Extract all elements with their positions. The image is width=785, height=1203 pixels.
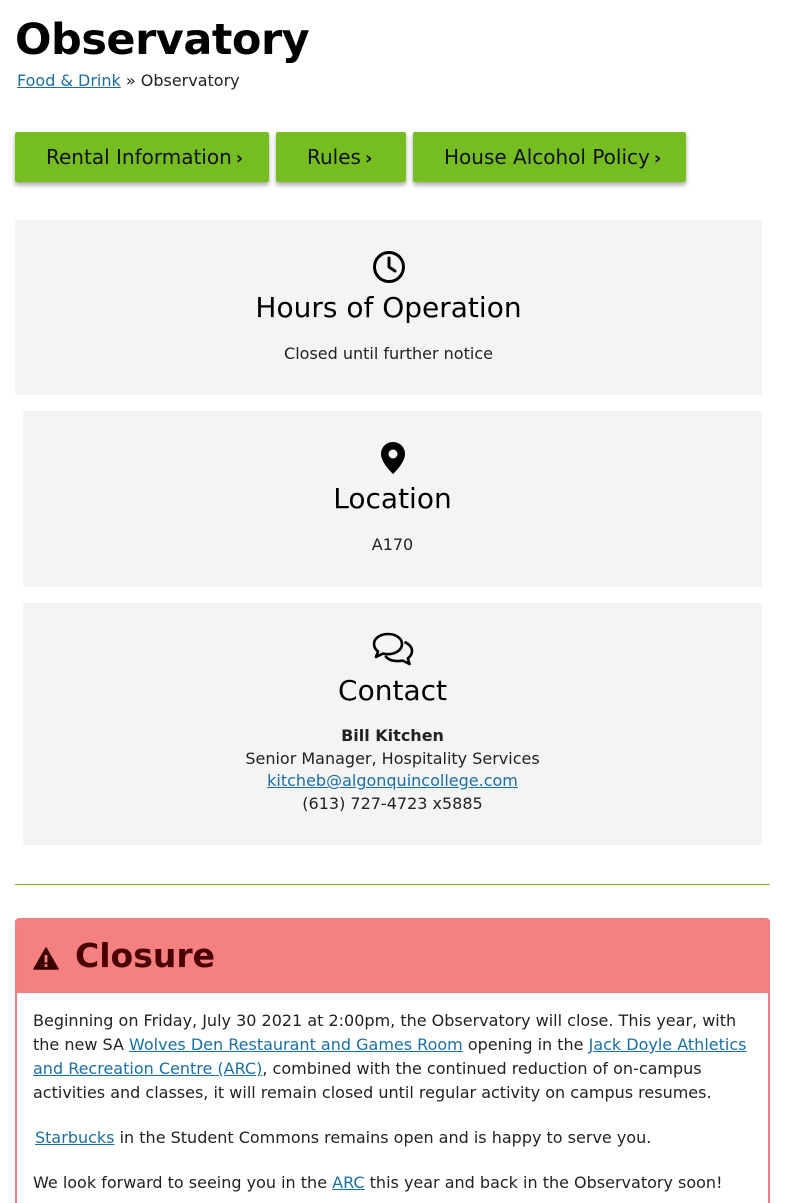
contact-name: Bill Kitchen xyxy=(341,726,444,745)
location-card xyxy=(23,411,762,587)
closure-text: this year and back in the Observatory soon! xyxy=(369,1173,723,1192)
rental-information-button[interactable] xyxy=(15,132,269,182)
closure-text: We look forward to seeing you in the xyxy=(33,1173,328,1192)
closure-paragraph-3 xyxy=(33,1171,748,1195)
closure-text: in the Student Commons remains open and is happy to serve you. xyxy=(119,1128,652,1147)
rules-label: Rules xyxy=(307,145,361,169)
chevron-right-icon: › xyxy=(235,148,244,169)
chevron-right-icon: › xyxy=(653,148,662,169)
breadcrumb-separator: » xyxy=(125,71,136,90)
arc-full-link[interactable]: Jack Doyle Athletics and Recreation Centre (ARC) xyxy=(33,1035,747,1078)
house-alcohol-policy-button[interactable] xyxy=(413,132,686,182)
breadcrumb xyxy=(17,70,240,92)
clock-icon xyxy=(372,250,406,284)
closure-text: , combined with the continued reduction of on-campus activities and classes, it will remain closed until regular activity on campus resumes. xyxy=(33,1059,712,1102)
hours-text: Closed until further notice xyxy=(284,344,493,363)
wolves-den-link[interactable]: Wolves Den Restaurant and Games Room xyxy=(129,1035,463,1054)
contact-phone: (613) 727-4723 x5885 xyxy=(302,794,483,813)
chevron-right-icon: › xyxy=(364,148,373,169)
closure-text: Beginning on Friday, July 30 2021 at 2:00pm, the Observatory will close. This year, with the new SA xyxy=(33,1011,737,1054)
closure-title: Closure xyxy=(75,936,215,975)
location-heading: Location xyxy=(333,482,452,515)
closure-alert-header xyxy=(17,920,768,993)
contact-role: Senior Manager, Hospitality Services xyxy=(245,749,540,768)
breadcrumb-current: Observatory xyxy=(140,71,240,90)
contact-email-link[interactable]: kitcheb@algonquincollege.com xyxy=(267,771,518,790)
contact-heading: Contact xyxy=(338,674,447,707)
hours-heading: Hours of Operation xyxy=(255,291,522,324)
hours-card xyxy=(15,220,762,395)
arc-link[interactable]: ARC xyxy=(332,1173,365,1192)
chat-bubbles-icon xyxy=(372,631,414,667)
starbucks-link[interactable]: Starbucks xyxy=(35,1128,115,1147)
page-title: Observatory xyxy=(15,15,310,65)
rules-button[interactable] xyxy=(276,132,406,182)
closure-alert xyxy=(15,918,770,1203)
section-divider xyxy=(15,884,770,885)
contact-card xyxy=(23,603,762,845)
closure-paragraph-2 xyxy=(33,1126,748,1150)
house-alcohol-policy-label: House Alcohol Policy xyxy=(444,145,650,169)
rental-information-label: Rental Information xyxy=(46,145,232,169)
map-pin-icon xyxy=(380,441,406,475)
closure-text: opening in the xyxy=(467,1035,584,1054)
warning-icon xyxy=(33,947,59,970)
closure-paragraph-1 xyxy=(33,1009,748,1105)
breadcrumb-link-food-drink[interactable]: Food & Drink xyxy=(17,71,121,90)
location-text: A170 xyxy=(371,535,414,554)
